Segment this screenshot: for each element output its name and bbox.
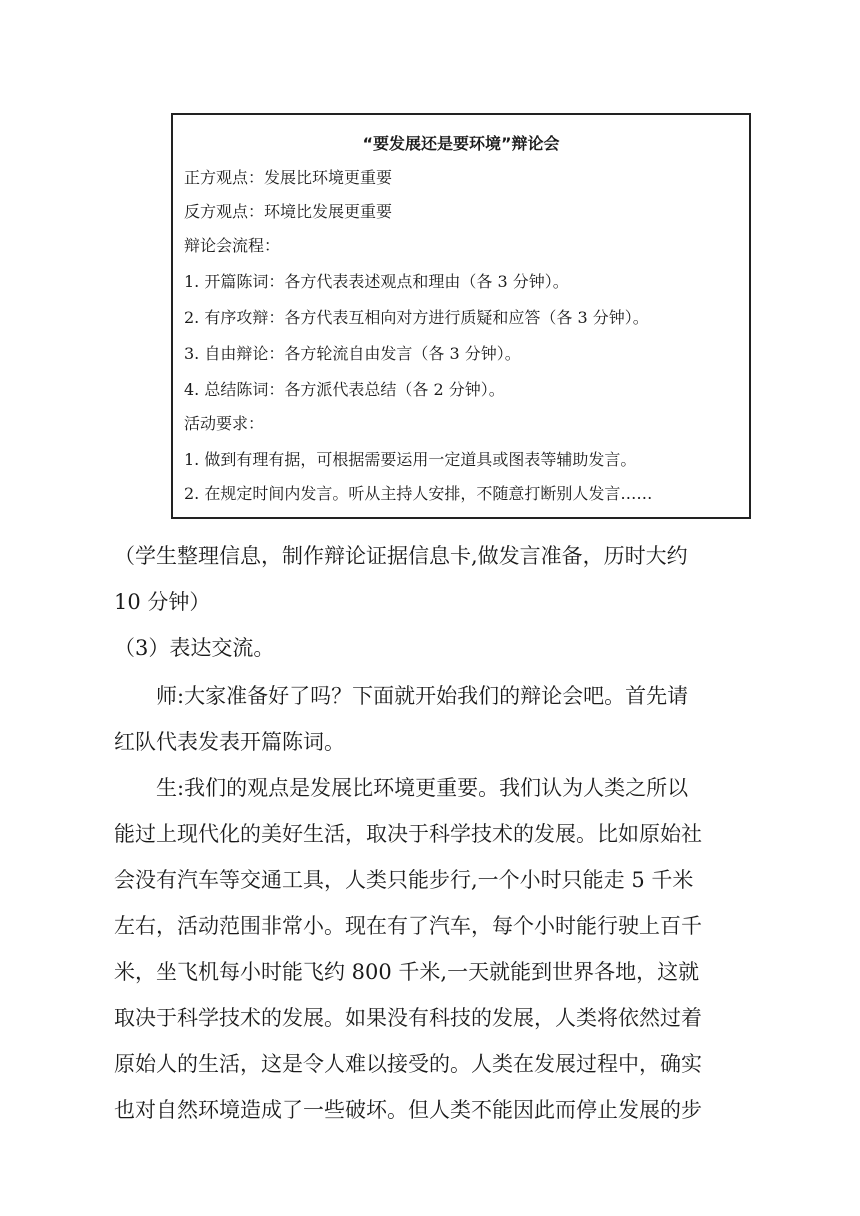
body-line-7: 能过上现代化的美好生活，取决于科学技术的发展。比如原始社: [114, 822, 702, 846]
section-heading: （3）表达交流。: [114, 636, 275, 660]
debate-box-title: “要发展还是要环境”辩论会: [362, 134, 560, 153]
process-step-1: 1. 开篇陈词：各方代表表述观点和理由（各 3 分钟）。: [184, 272, 569, 291]
debate-info-box: [171, 113, 751, 519]
body-line-1: （学生整理信息，制作辩论证据信息卡,做发言准备，历时大约: [114, 544, 688, 568]
pro-viewpoint-line: 正方观点：发展比环境更重要: [184, 168, 393, 187]
body-line-4: 师:大家准备好了吗？下面就开始我们的辩论会吧。首先请: [114, 684, 689, 708]
body-line-12: 原始人的生活，这是令人难以接受的。人类在发展过程中，确实: [114, 1052, 702, 1076]
process-step-4: 4. 总结陈词：各方派代表总结（各 2 分钟）。: [184, 380, 505, 399]
process-step-2: 2. 有序攻辩：各方代表互相向对方进行质疑和应答（各 3 分钟）。: [184, 308, 649, 327]
body-line-2: 10 分钟）: [114, 590, 211, 614]
body-line-9: 左右，活动范围非常小。现在有了汽车，每个小时能行驶上百千: [114, 914, 702, 938]
body-line-11: 取决于科学技术的发展。如果没有科技的发展，人类将依然过着: [114, 1006, 702, 1030]
body-line-6: 生:我们的观点是发展比环境更重要。我们认为人类之所以: [114, 776, 689, 800]
con-viewpoint-line: 反方观点：环境比发展更重要: [184, 202, 393, 221]
process-heading: 辩论会流程：: [184, 236, 281, 255]
body-line-10: 米，坐飞机每小时能飞约 800 千米,一天就能到世界各地，这就: [114, 960, 700, 984]
process-step-3: 3. 自由辩论：各方轮流自由发言（各 3 分钟）。: [184, 344, 521, 363]
requirement-1: 1. 做到有理有据，可根据需要运用一定道具或图表等辅助发言。: [184, 450, 637, 469]
body-line-8: 会没有汽车等交通工具，人类只能步行,一个小时只能走 5 千米: [114, 868, 694, 892]
body-line-13: 也对自然环境造成了一些破坏。但人类不能因此而停止发展的步: [114, 1098, 702, 1122]
body-line-5: 红队代表发表开篇陈词。: [114, 730, 345, 754]
requirements-heading: 活动要求：: [184, 414, 265, 433]
requirement-2: 2. 在规定时间内发言。听从主持人安排，不随意打断别人发言……: [184, 484, 653, 503]
